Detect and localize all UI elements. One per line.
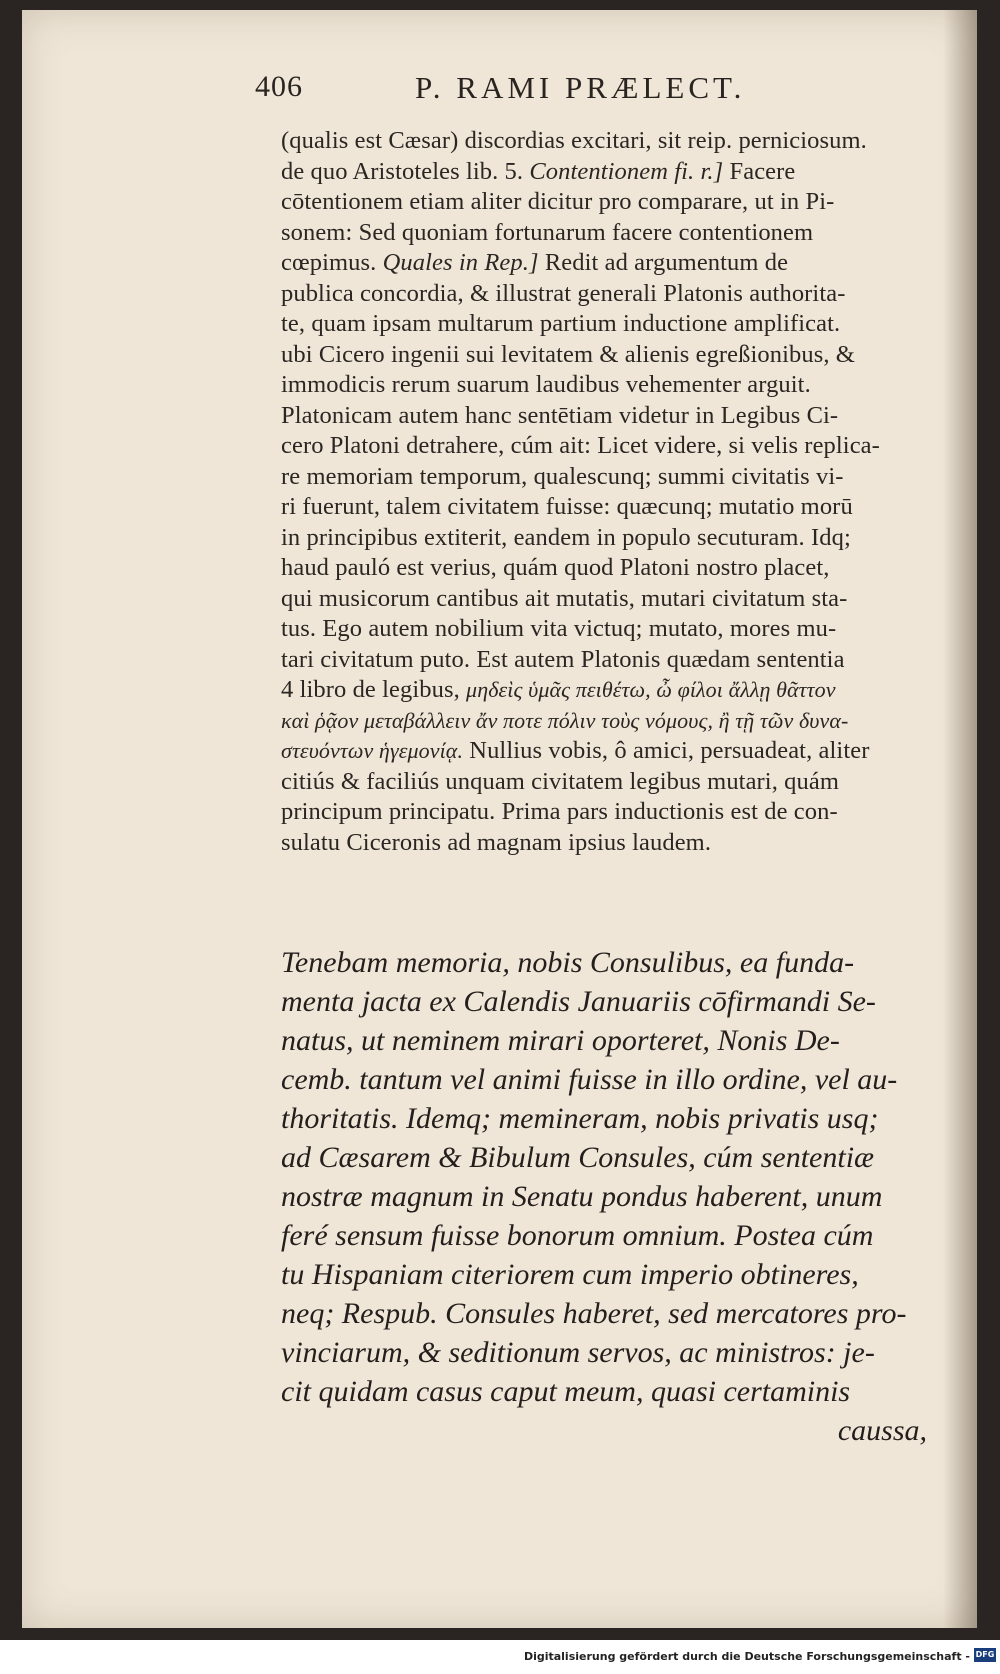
commentary-line — [281, 614, 931, 645]
commentary-segment: cero Platoni detrahere, cúm ait: Licet videre, si velis replica- — [281, 432, 880, 459]
quote-line: neq; Respub. Consules haberet, sed mercatores pro- — [281, 1297, 907, 1330]
commentary-line — [281, 157, 931, 188]
commentary-line — [281, 645, 931, 676]
commentary-line — [281, 492, 931, 523]
commentary-text — [281, 126, 931, 858]
quote-line: thoritatis. Idemq; memineram, nobis privatis usq; — [281, 1102, 879, 1135]
commentary-line — [281, 828, 931, 859]
running-head: P. RAMI PRÆLECT. — [415, 70, 746, 105]
commentary-segment: tari civitatum puto. Est autem Platonis quædam sententia — [281, 645, 845, 673]
lemma-citation: Contentionem fi. r.] — [529, 157, 724, 185]
commentary-segment: ri fuerunt, talem civitatem fuisse: quæcunq; mutatio morū — [281, 493, 853, 520]
commentary-segment: 4 libro de legibus, — [281, 676, 467, 703]
quote-line: nostræ magnum in Senatu pondus haberent, unum — [281, 1180, 883, 1213]
commentary-line — [281, 584, 931, 615]
commentary-segment: citiús & faciliús unquam civitatem legibus mutari, quám — [281, 767, 839, 795]
page-header — [255, 70, 815, 120]
commentary-line — [281, 401, 931, 432]
quote-line: cemb. tantum vel animi fuisse in illo ordine, vel au- — [281, 1063, 898, 1096]
commentary-segment: cœpimus. — [281, 249, 383, 276]
quote-line: caussa, — [837, 1414, 927, 1447]
commentary-line — [281, 279, 931, 310]
commentary-line — [281, 797, 931, 828]
quote-line: tu Hispaniam citeriorem cum imperio obtineres, — [281, 1258, 859, 1291]
quote-line: cit quidam casus caput meum, quasi certaminis — [281, 1375, 851, 1408]
greek-text: καὶ ῥᾷον μεταβάλλειν ἄν ποτε πόλιν τοὺς νόμους, ἢ τῇ τῶν δυνα- — [281, 707, 849, 733]
commentary-line — [281, 248, 931, 279]
commentary-line — [281, 736, 931, 767]
commentary-line — [281, 553, 931, 584]
quote-line: vinciarum, & seditionum servos, ac ministros: je- — [281, 1336, 875, 1369]
dfg-logo: DFG — [974, 1648, 996, 1662]
cicero-quotation — [281, 943, 941, 1450]
greek-text: στευόντων ἡγεμονίᾳ. — [281, 738, 464, 763]
quote-line: natus, ut neminem mirari oporteret, Nonis De- — [281, 1024, 840, 1057]
commentary-segment: de quo Aristoteles lib. 5. — [281, 157, 530, 185]
commentary-segment: principum principatu. Prima pars inductionis est de con- — [281, 798, 838, 825]
commentary-segment: in principibus extiterit, eandem in populo secuturam. Idq; — [281, 523, 851, 551]
commentary-segment: Platonicam autem hanc sentētiam videtur in Legibus Ci- — [281, 401, 839, 429]
footer-bar — [0, 1640, 1000, 1674]
quote-line: feré sensum fuisse bonorum omnium. Postea cúm — [281, 1219, 874, 1252]
commentary-line — [281, 462, 931, 493]
commentary-segment: sonem: Sed quoniam fortunarum facere contentionem — [281, 218, 814, 246]
quote-line: menta jacta ex Calendis Januariis cōfirmandi Se- — [281, 985, 876, 1018]
lemma-citation: Quales in Rep.] — [382, 249, 539, 276]
greek-text: μηδεὶς ὑμᾶς πειθέτω, ὦ φίλοι ἄλλῃ θᾶττον — [466, 677, 836, 702]
commentary-line — [281, 706, 931, 737]
quote-line: Tenebam memoria, nobis Consulibus, ea funda- — [281, 946, 855, 979]
commentary-segment: cōtentionem etiam aliter dicitur pro comparare, ut in Pi- — [281, 188, 835, 215]
commentary-segment: Redit ad argumentum de — [538, 249, 789, 276]
commentary-segment: qui musicorum cantibus ait mutatis, mutari civitatum sta- — [281, 584, 848, 612]
commentary-line — [281, 340, 931, 371]
commentary-line — [281, 309, 931, 340]
commentary-segment: tus. Ego autem nobilium vita victuq; mutato, mores mu- — [281, 615, 837, 642]
page-gutter-shadow — [943, 10, 977, 1628]
folio-number: 406 — [255, 70, 303, 103]
commentary-segment: Facere — [723, 157, 796, 185]
commentary-segment: publica concordia, & illustrat generali Platonis authorita- — [281, 279, 846, 307]
commentary-line — [281, 431, 931, 462]
commentary-line — [281, 126, 931, 157]
commentary-line — [281, 370, 931, 401]
commentary-line — [281, 218, 931, 249]
funding-credit: Digitalisierung gefördert durch die Deutsche Forschungsgemeinschaft - — [523, 1650, 970, 1663]
commentary-line — [281, 523, 931, 554]
commentary-line — [281, 675, 931, 706]
commentary-segment: ubi Cicero ingenii sui levitatem & alienis egreßionibus, & — [281, 340, 855, 368]
commentary-segment: Nullius vobis, ô amici, persuadeat, aliter — [463, 737, 870, 764]
commentary-segment: te, quam ipsam multarum partium inductione amplificat. — [281, 310, 841, 337]
commentary-segment: sulatu Ciceronis ad magnam ipsius laudem. — [281, 828, 712, 856]
commentary-line — [281, 187, 931, 218]
commentary-segment: haud pauló est verius, quám quod Platoni nostro placet, — [281, 554, 830, 581]
quote-line: ad Cæsarem & Bibulum Consules, cúm sententiæ — [281, 1141, 875, 1174]
commentary-segment: (qualis est Cæsar) discordias excitari, sit reip. perniciosum. — [281, 127, 867, 154]
commentary-segment: immodicis rerum suarum laudibus vehementer arguit. — [281, 371, 811, 398]
commentary-line — [281, 767, 931, 798]
commentary-segment: re memoriam temporum, qualescunq; summi civitatis vi- — [281, 462, 844, 490]
